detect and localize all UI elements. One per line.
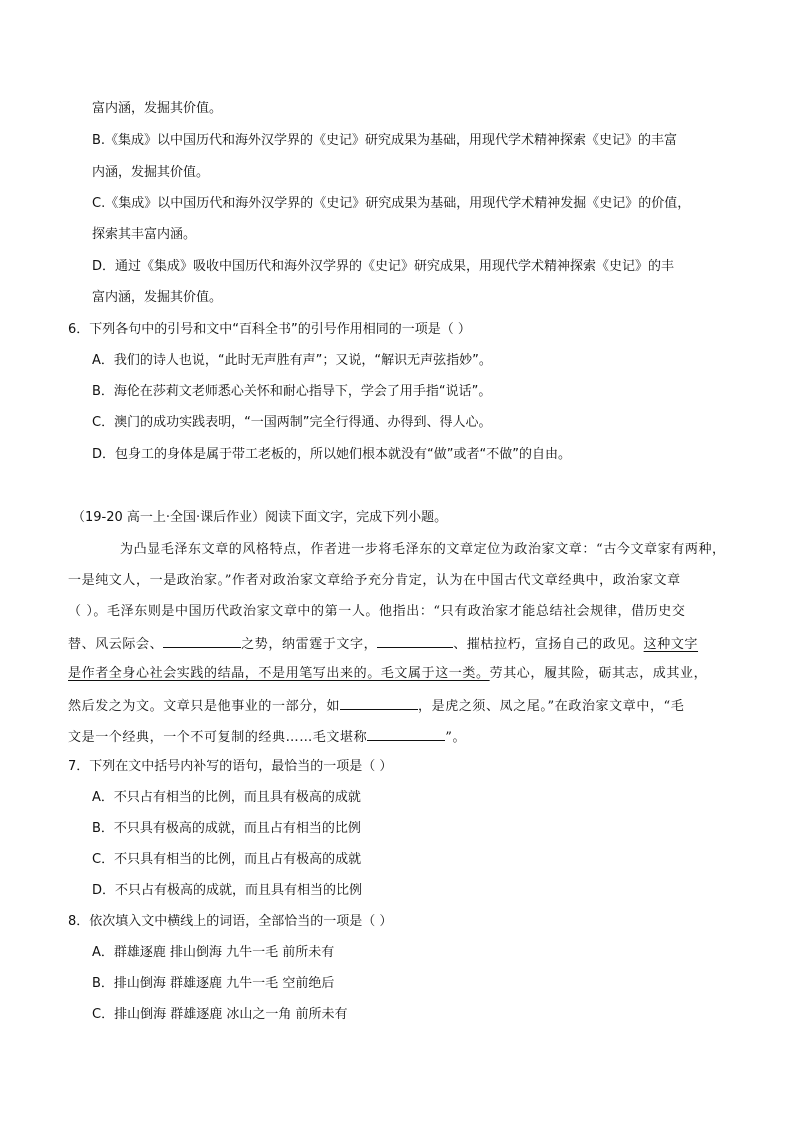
- passage-header: （19-20 高一上·全国·课后作业）阅读下面文字，完成下列小题。: [72, 510, 448, 525]
- q5-option-d-line1: D．通过《集成》吸收中国历代和海外汉学界的《史记》研究成果，用现代学术精神探索《史记》的丰: [92, 259, 675, 274]
- q7-option-c: C．不只具有相当的比例，而且占有极高的成就: [92, 852, 362, 867]
- passage-line-4-c: 、摧枯拉朽，宣扬自己的政见。: [453, 637, 644, 652]
- passage-line-4-b: 之势，纳雷霆于文字，: [241, 637, 378, 652]
- q6-option-d: D．包身工的身体是属于带工老板的，所以她们根本就没有“做”或者“不做”的自由。: [92, 447, 571, 462]
- passage-line-4: [68, 635, 698, 653]
- passage-line-5: [68, 666, 707, 682]
- q7-option-d: D．不只占有极高的成就，而且具有相当的比例: [92, 883, 363, 898]
- q7-option-a: A．不只占有相当的比例，而且具有极高的成就: [92, 790, 361, 805]
- passage-line-6: [68, 697, 684, 715]
- q7-stem: 7．下列在文中括号内补写的语句，最恰当的一项是（ ）: [68, 759, 393, 774]
- q6-option-a: A．我们的诗人也说，“此时无声胜有声”；又说，“解识无声弦指妙”。: [92, 353, 492, 368]
- fill-blank-4[interactable]: [367, 728, 445, 741]
- passage-line-2: 一是纯文人，一是政治家。”作者对政治家文章给予充分肯定，认为在中国古代文章经典中，政治家文章: [68, 573, 681, 588]
- underlined-sentence: 是作者全身心社会实践的结晶，不是用笔写出来的。毛文属于这一类。: [68, 666, 490, 681]
- underlined-sentence-start: 这种文字: [643, 637, 699, 652]
- q5-option-c-line2: 探索其丰富内涵。: [92, 227, 197, 242]
- passage-line-3: （ ）。毛泽东则是中国历代政治家文章中的第一人。他指出：“只有政治家才能总结社会规律，借历史交: [68, 604, 686, 619]
- passage-line-7-b: ”。: [445, 730, 467, 745]
- passage-line-1: 为凸显毛泽东文章的风格特点，作者进一步将毛泽东的文章定位为政治家文章：“古今文章家有两种，: [120, 542, 726, 557]
- passage-line-6-a: 然后发之为文。文章只是他事业的一部分，如: [68, 699, 341, 714]
- passage-line-4-a: 替、风云际会、: [68, 637, 164, 652]
- q8-option-a: A．群雄逐鹿 排山倒海 九牛一毛 前所未有: [92, 945, 335, 960]
- q5-option-b-line2: 内涵，发掘其价值。: [92, 165, 210, 180]
- q6-stem: 6．下列各句中的引号和文中“百科全书”的引号作用相同的一项是（ ）: [68, 322, 471, 337]
- passage-line-6-b: ，是虎之须、凤之尾。”在政治家文章中，“毛: [418, 699, 685, 714]
- q8-stem: 8．依次填入文中横线上的词语，全部恰当的一项是（ ）: [68, 914, 393, 929]
- q6-option-b: B．海伦在莎莉文老师悉心关怀和耐心指导下，学会了用手指“说话”。: [92, 384, 492, 399]
- passage-line-7-a: 文是一个经典，一个不可复制的经典……毛文堪称: [68, 730, 368, 745]
- q8-option-b: B．排山倒海 群雄逐鹿 九牛一毛 空前绝后: [92, 976, 335, 991]
- fill-blank-2[interactable]: [377, 635, 453, 648]
- passage-line-7: [68, 728, 466, 746]
- q7-option-b: B．不只具有极高的成就，而且占有相当的比例: [92, 821, 361, 836]
- q5-option-c-line1: C.《集成》以中国历代和海外汉学界的《史记》研究成果为基础，用现代学术精神发掘《史记》的价值，: [92, 196, 691, 211]
- q8-option-c: C．排山倒海 群雄逐鹿 冰山之一角 前所未有: [92, 1007, 348, 1022]
- q5-option-a-tail: 富内涵，发掘其价值。: [92, 101, 223, 116]
- q5-option-d-line2: 富内涵，发掘其价值。: [92, 290, 223, 305]
- fill-blank-1[interactable]: [163, 635, 241, 648]
- passage-line-5-b: 劳其心，履其险，砺其志，成其业，: [489, 666, 708, 681]
- fill-blank-3[interactable]: [340, 697, 418, 710]
- q5-option-b-line1: B.《集成》以中国历代和海外汉学界的《史记》研究成果为基础，用现代学术精神探索《史记》的丰富: [92, 133, 678, 148]
- q6-option-c: C．澳门的成功实践表明，“一国两制”完全行得通、办得到、得人心。: [92, 415, 492, 430]
